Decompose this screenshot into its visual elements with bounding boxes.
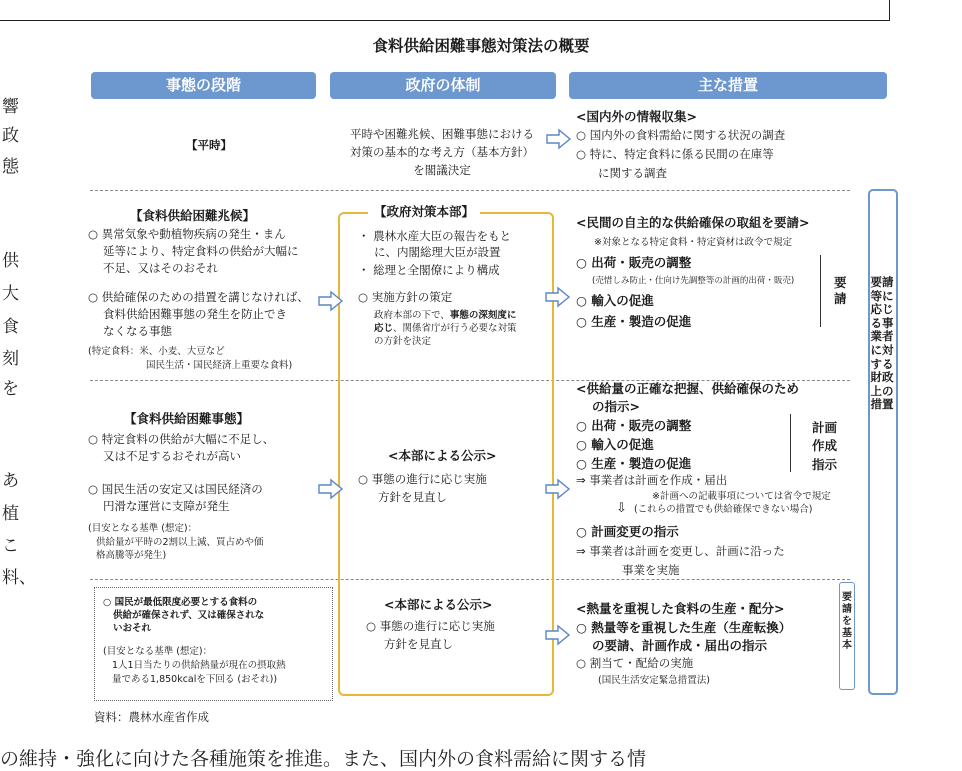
measures-jitai-item: ○ 出荷・販売の調整 (576, 418, 692, 433)
right-measure-label: 要請等に応じる事業者に対する財政上の措置 (870, 275, 894, 412)
side-glyph: 大 (2, 284, 19, 304)
measures-jitai-line: 事業を実施 (622, 563, 680, 577)
bottom-body-text: の維持・強化に向けた各種施策を推進。また、国内外の食料需給に関する情 (0, 748, 647, 770)
side-glyph: 刻 (2, 349, 19, 369)
gov-chouko-line: に、内閣総理大臣が設置 (374, 245, 501, 259)
row-divider (90, 190, 850, 191)
brace-label: 計画 (812, 420, 838, 435)
side-glyph: こ (2, 536, 19, 556)
header-stage: 事態の段階 (91, 72, 316, 99)
gov-saiaku-head: <本部による公示> (384, 597, 493, 612)
gov-heiji-line: 対策の基本的な考え方（基本方針） (350, 145, 534, 159)
measures-jitai-head: の指示> (592, 399, 640, 414)
measures-jitai-line: ⇒ 事業者は計画を変更し、計画に沿った (576, 544, 785, 558)
measures-jitai-item: ○ 生産・製造の促進 (576, 456, 692, 471)
measures-jitai-line: ⇒ 事業者は計画を作成・届出 (576, 473, 728, 487)
right-measure-frame (868, 189, 898, 695)
measures-jitai-item: ○ 輸入の促進 (576, 437, 654, 452)
right-arrow-icon (546, 128, 572, 150)
side-glyph: 料、 (2, 568, 36, 588)
stage-jitai-line: 又は不足するおそれが高い (103, 449, 241, 463)
right-arrow-icon (318, 478, 344, 500)
gov-heiji-line: を閣議決定 (413, 163, 471, 177)
side-glyph: 供 (2, 251, 19, 271)
measures-saiaku-head: <熱量を重視した食料の生産・配分> (576, 601, 785, 616)
top-frame (0, 0, 890, 21)
stage-saiaku-line: 供給が確保されず、又は確保されな (113, 610, 265, 621)
stage-saiaku-line: ○ 国民が最低限度必要とする食料の (103, 597, 258, 608)
stage-jitai-note: 格高騰等が発生) (96, 550, 167, 561)
brace (810, 255, 821, 327)
right-arrow-icon (545, 624, 571, 646)
side-glyph: 響 (2, 97, 19, 117)
stage-heiji: 【平時】 (186, 138, 232, 152)
stage-saiaku-line: いおそれ (113, 623, 152, 634)
stage-jitai-line: 円滑な運営に支障が発生 (103, 499, 230, 513)
stage-jitai-head: 【食料供給困難事態】 (124, 411, 250, 426)
stage-jitai-note: (目安となる基準 (想定)： (88, 523, 198, 534)
source-note: 資料：農林水産省作成 (94, 710, 209, 724)
measures-chouko-item: ○ 生産・製造の促進 (576, 314, 692, 329)
gov-jitai-line: ○ 事態の進行に応じ実施 (358, 472, 487, 486)
stage-saiaku-note: 量である1,850kcalを下回る (おそれ)) (112, 674, 278, 685)
side-glyph: 態 (2, 157, 19, 177)
measures-saiaku-line: ○ 割当て・配給の実施 (576, 656, 694, 670)
stage-saiaku-note: (目安となる基準 (想定)： (103, 646, 213, 657)
page-title: 食料供給困難事態対策法の概要 (372, 37, 590, 55)
stage-jitai-note: 供給量が平時の2割以上減、買占めや価 (96, 537, 264, 548)
request-basic-label: 要請を基本 (842, 592, 852, 651)
right-arrow-icon (545, 478, 571, 500)
stage-chouko-line: なくなる事態 (103, 324, 172, 338)
gov-heiji-line: 平時や困難兆候、困難事態における (350, 127, 534, 141)
measures-heiji-line: に関する調査 (598, 166, 667, 180)
measures-heiji-line: ○ 特に、特定食料に係る民間の在庫等 (576, 147, 774, 161)
stage-chouko-line: ○ 供給確保のための措置を講じなければ、 (88, 290, 309, 304)
gov-chouko-small: 政府本部の下で、事態の深刻度に (374, 310, 517, 321)
measures-saiaku-line: ○ 熱量等を重視した生産（生産転換） (576, 620, 792, 635)
measures-jitai-head: <供給量の正確な把握、供給確保のため (576, 381, 799, 396)
right-arrow-icon (318, 290, 344, 312)
gov-chouko-small: 応じ、関係省庁が行う必要な対策 (374, 323, 517, 334)
stage-chouko-line: 不足、又はそのおそれ (103, 261, 218, 275)
header-measures: 主な措置 (569, 72, 887, 99)
measures-jitai-note: ※計画への記載事項については省令で規定 (652, 491, 831, 502)
right-arrow-icon (545, 286, 571, 308)
measures-heiji-head: <国内外の情報収集> (576, 109, 697, 124)
side-glyph: 植 (2, 504, 19, 524)
measures-jitai-note: (これらの措置でも供給確保できない場合) (634, 504, 813, 515)
measures-heiji-line: ○ 国内外の食料需給に関する状況の調査 (576, 128, 786, 142)
stage-jitai-line: ○ 国民生活の安定又は国民経済の (88, 482, 263, 496)
measures-jitai-item: ○ 計画変更の指示 (576, 524, 679, 539)
measures-saiaku-note: (国民生活安定緊急措置法) (598, 675, 710, 686)
side-glyph: あ (2, 471, 19, 491)
measures-chouko-note: ※対象となる特定食料・特定資材は政令で規定 (594, 237, 792, 248)
brace-label: 指示 (812, 457, 838, 472)
stage-chouko-line: 食料供給困難事態の発生を防止でき (103, 307, 287, 321)
stage-jitai-line: ○ 特定食料の供給が大幅に不足し、 (88, 432, 275, 446)
brace (790, 414, 797, 472)
brace-label: 要請 (834, 275, 847, 306)
measures-chouko-head: <民間の自主的な供給確保の取組を要請> (576, 215, 810, 230)
gov-hq-head: 【政府対策本部】 (368, 203, 480, 220)
gov-jitai-line: 方針を見直し (378, 490, 447, 504)
stage-saiaku-note: 1人1日当たりの供給熱量が現在の摂取熱 (112, 660, 286, 671)
side-glyph: を (2, 379, 19, 399)
stage-chouko-line: ○ 異常気象や動植物疾病の発生・まん (88, 227, 286, 241)
measures-chouko-item: ○ 輸入の促進 (576, 293, 654, 308)
header-gov: 政府の体制 (330, 72, 556, 99)
side-glyph: 食 (2, 317, 19, 337)
measures-saiaku-line: の要請、計画作成・届出の指示 (592, 638, 768, 653)
gov-saiaku-line: ○ 事態の進行に応じ実施 (366, 619, 495, 633)
gov-chouko-line: ・ 農林水産大臣の報告をもと (358, 229, 512, 243)
gov-chouko-line: ○ 実施方針の策定 (358, 290, 453, 304)
gov-chouko-line: ・ 総理と全閣僚により構成 (358, 263, 500, 277)
stage-chouko-note: (特定食料：米、小麦、大豆など (88, 346, 225, 357)
brace-label: 作成 (812, 438, 838, 453)
measures-chouko-sub: (売惜しみ防止・仕向け先調整等の計画的出荷・販売) (592, 276, 795, 286)
gov-jitai-head: <本部による公示> (388, 448, 497, 463)
gov-chouko-small: の方針を決定 (374, 336, 432, 347)
stage-chouko-head: 【食料供給困難兆候】 (130, 208, 256, 223)
down-arrow-icon: ⇩ (616, 501, 627, 516)
gov-saiaku-line: 方針を見直し (384, 637, 453, 651)
measures-chouko-item: ○ 出荷・販売の調整 (576, 255, 692, 270)
side-glyph: 政 (2, 126, 19, 146)
stage-chouko-note: 国民生活・国民経済上重要な食料) (146, 360, 293, 371)
stage-chouko-line: 延等により、特定食料の供給が大幅に (103, 244, 299, 258)
